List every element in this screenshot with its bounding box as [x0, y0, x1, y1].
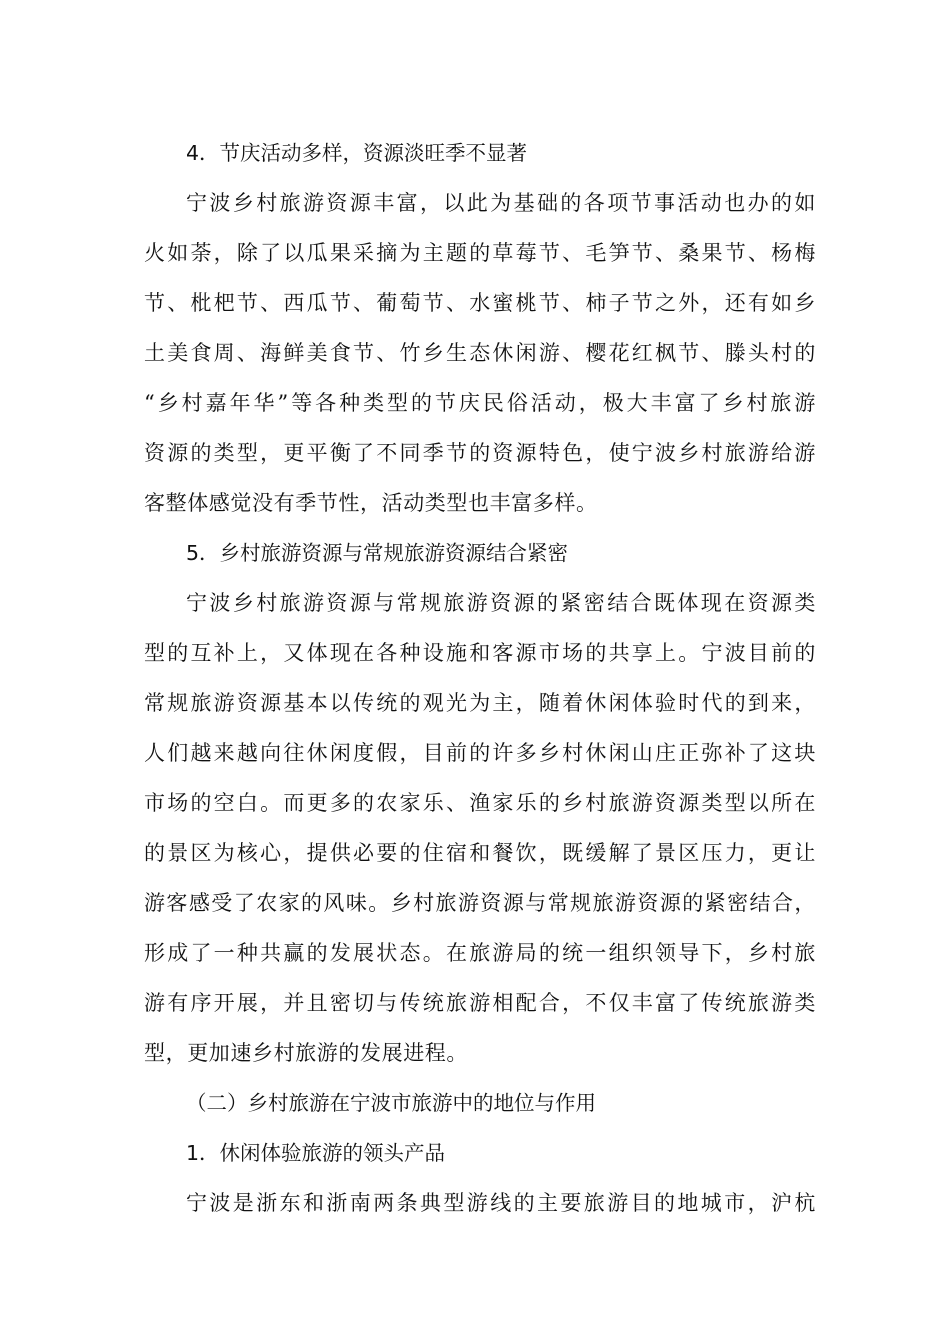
paragraph-line: 节、枇杷节、西瓜节、葡萄节、水蜜桃节、柿子节之外，还有如乡 [144, 291, 816, 315]
heading-festival-activities: 4．节庆活动多样，资源淡旺季不显著 [186, 141, 528, 165]
section-heading-role-of-rural-tourism: （二）乡村旅游在宁波市旅游中的地位与作用 [186, 1091, 596, 1115]
paragraph-line: “乡村嘉年华”等各种类型的节庆民俗活动，极大丰富了乡村旅游 [144, 391, 816, 415]
paragraph-line: 的景区为核心，提供必要的住宿和餐饮，既缓解了景区压力，更让 [144, 841, 816, 865]
paragraph-line: 型，更加速乡村旅游的发展进程。 [144, 1041, 468, 1065]
paragraph-line: 人们越来越向往休闲度假，目前的许多乡村休闲山庄正弥补了这块 [144, 741, 816, 765]
paragraph-line: 土美食周、海鲜美食节、竹乡生态休闲游、樱花红枫节、滕头村的 [144, 341, 816, 365]
heading-resource-integration: 5．乡村旅游资源与常规旅游资源结合紧密 [186, 541, 569, 565]
paragraph-line: 火如荼，除了以瓜果采摘为主题的草莓节、毛笋节、桑果节、杨梅 [144, 241, 816, 265]
paragraph-festival-activities [144, 178, 816, 528]
heading-leading-product: 1．休闲体验旅游的领头产品 [186, 1141, 446, 1165]
paragraph-leading-product [144, 1178, 816, 1228]
paragraph-line: 宁波乡村旅游资源丰富，以此为基础的各项节事活动也办的如 [186, 191, 816, 215]
paragraph-line: 客整体感觉没有季节性，活动类型也丰富多样。 [144, 491, 598, 515]
paragraph-line: 游客感受了农家的风味。乡村旅游资源与常规旅游资源的紧密结合， [144, 891, 816, 915]
paragraph-line: 形成了一种共赢的发展状态。在旅游局的统一组织领导下，乡村旅 [144, 941, 816, 965]
paragraph-line: 游有序开展，并且密切与传统旅游相配合，不仅丰富了传统旅游类 [144, 991, 816, 1015]
paragraph-line: 资源的类型，更平衡了不同季节的资源特色，使宁波乡村旅游给游 [144, 441, 816, 465]
paragraph-line: 常规旅游资源基本以传统的观光为主，随着休闲体验时代的到来， [144, 691, 816, 715]
paragraph-line: 宁波是浙东和浙南两条典型游线的主要旅游目的地城市，沪杭 [186, 1191, 816, 1215]
document-body [144, 128, 816, 1228]
paragraph-line: 型的互补上，又体现在各种设施和客源市场的共享上。宁波目前的 [144, 641, 816, 665]
paragraph-line: 市场的空白。而更多的农家乐、渔家乐的乡村旅游资源类型以所在 [144, 791, 816, 815]
paragraph-line: 宁波乡村旅游资源与常规旅游资源的紧密结合既体现在资源类 [186, 591, 816, 615]
paragraph-resource-integration [144, 578, 816, 1078]
